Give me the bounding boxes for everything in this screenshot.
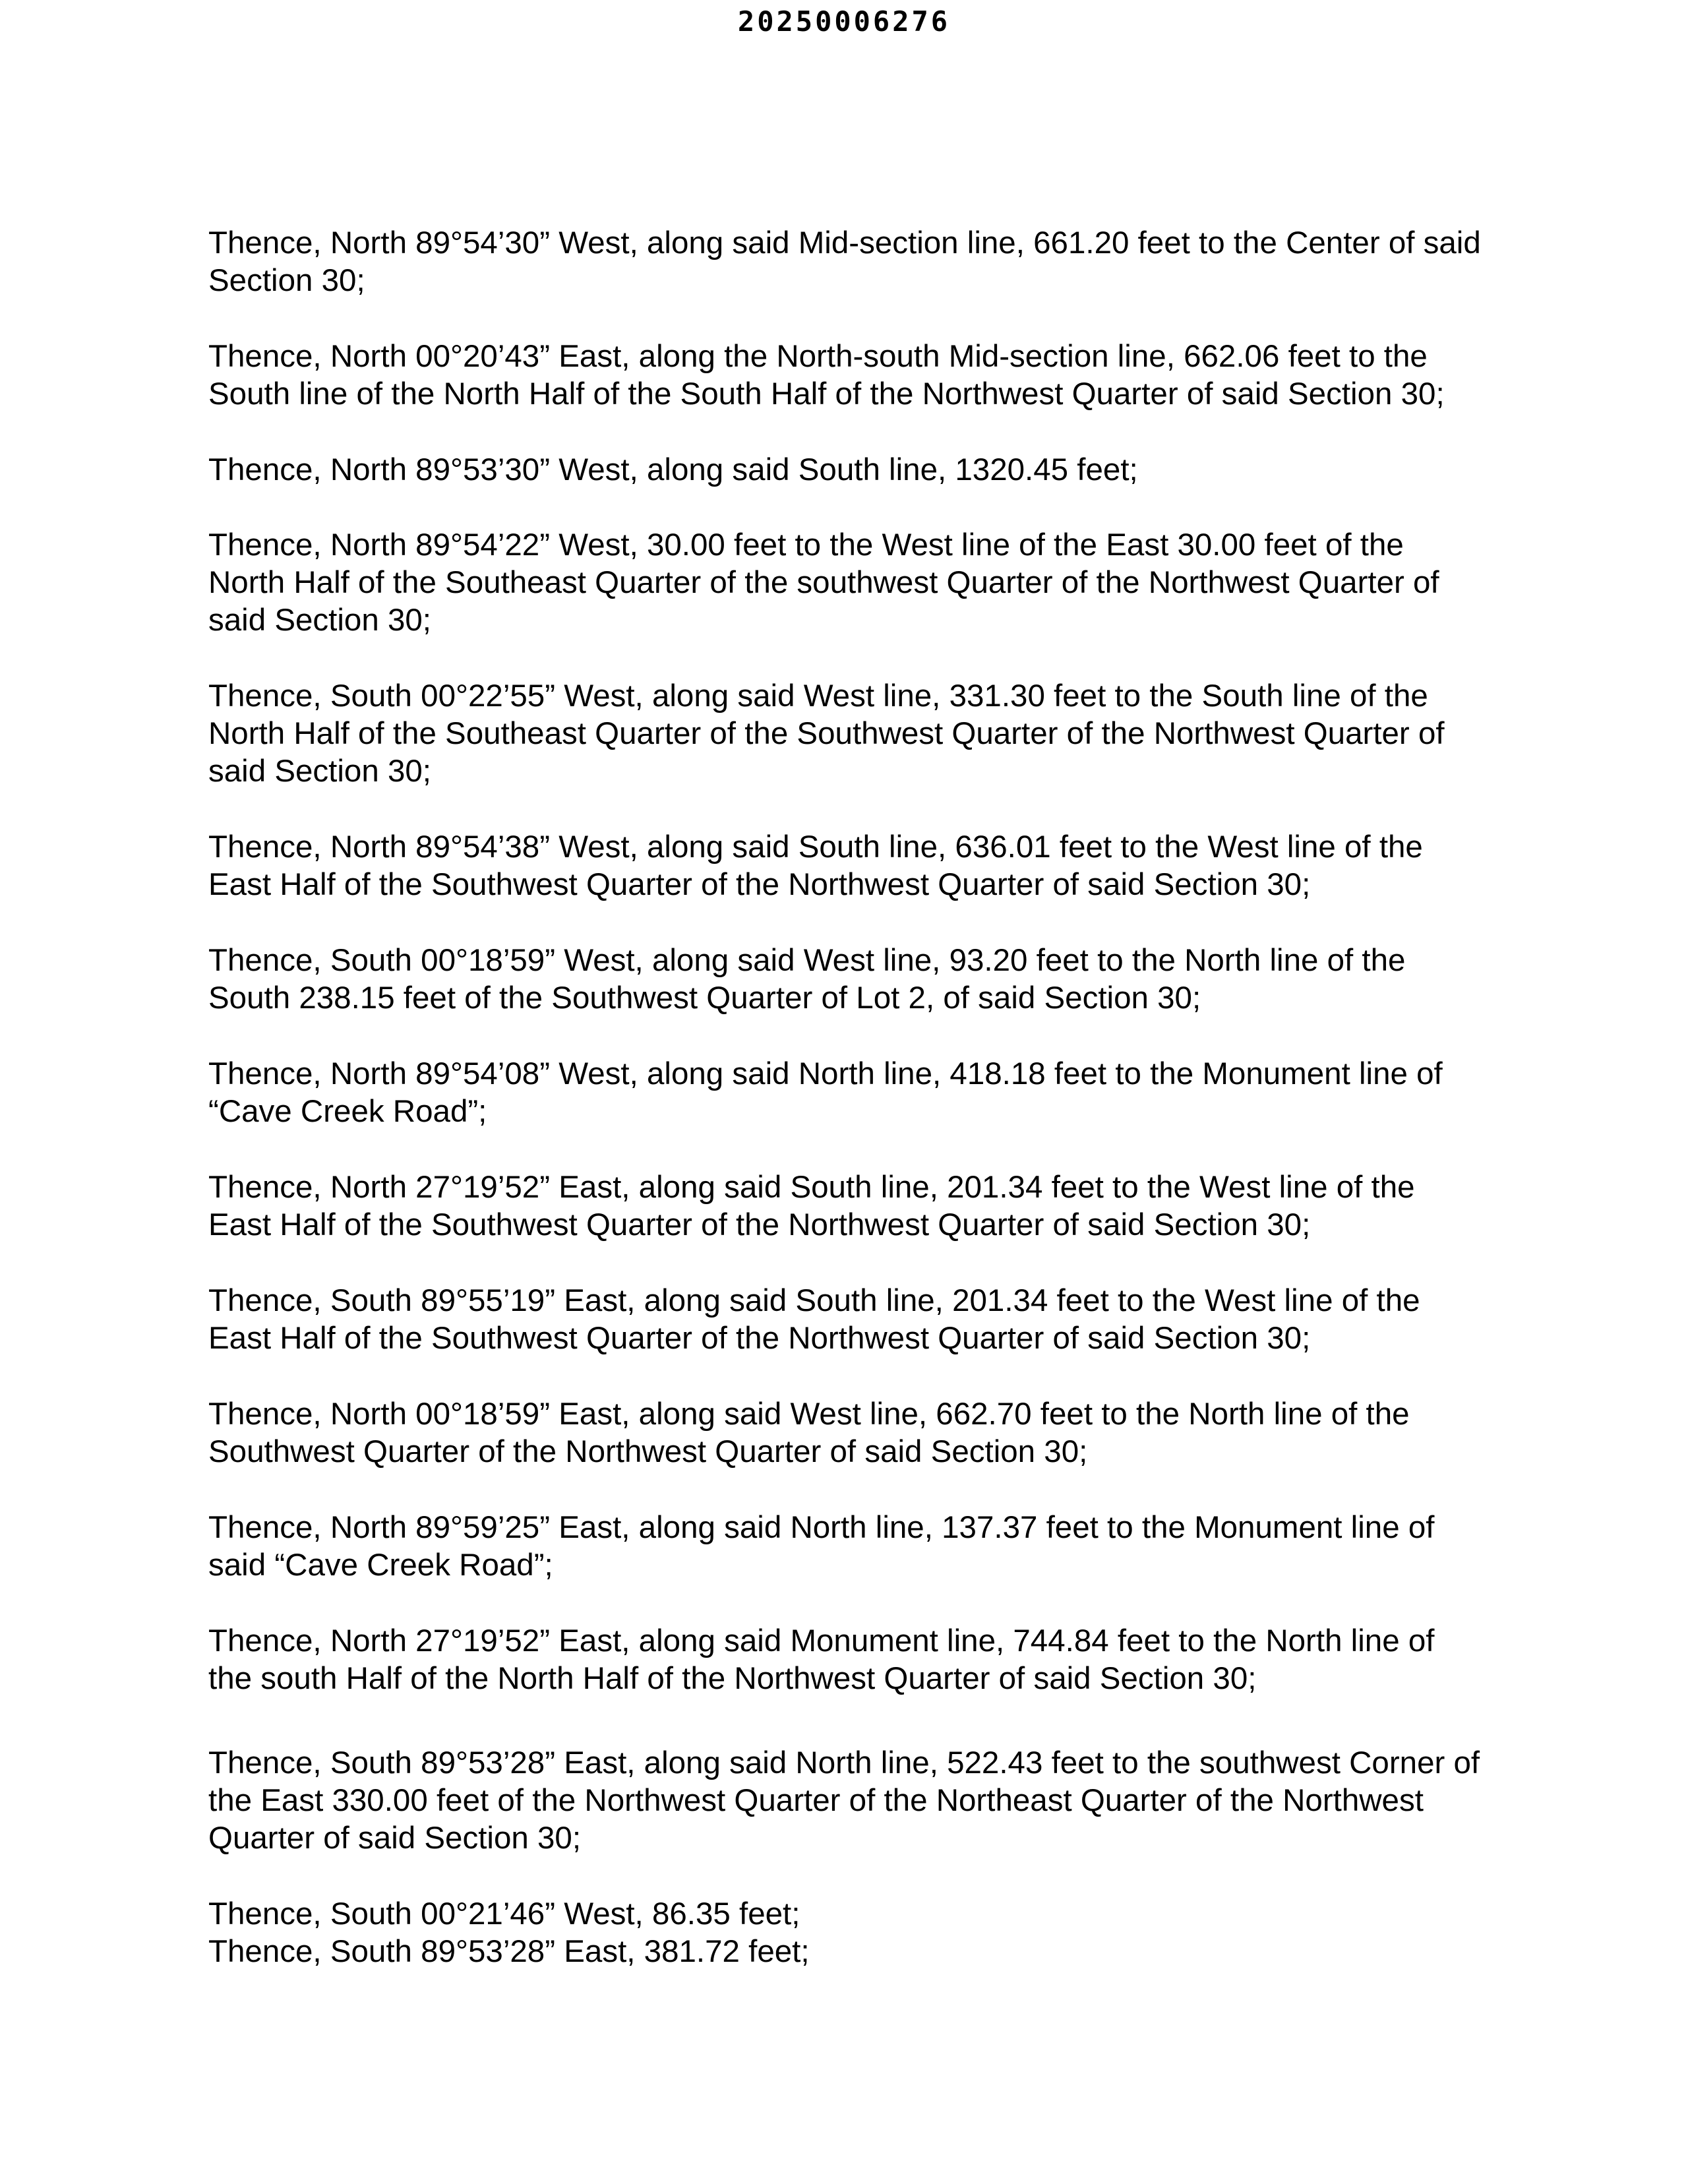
paragraph: Thence, North 89°54’08” West, along said North line, 418.18 feet to the Monument line of “Cave Creek Road”;	[208, 1056, 1443, 1129]
document-number: 20250006276	[737, 5, 951, 38]
paragraph: Thence, South 00°21’46” West, 86.35 feet;	[208, 1896, 800, 1931]
paragraph: Thence, North 89°54’30” West, along said Mid-section line, 661.20 feet to the Center of said Section 30;	[208, 226, 1481, 298]
paragraph: Thence, South 89°53’28” East, along said North line, 522.43 feet to the southwest Corner of the East 330.00 feet of the Northwest Quarter of the Northeast Quarter of the Northwest Quarter of said Section 30;	[208, 1745, 1480, 1856]
paragraph: Thence, South 89°53’28” East, 381.72 feet;	[208, 1934, 810, 1969]
paragraph: Thence, North 89°54’22” West, 30.00 feet to the West line of the East 30.00 feet of the North Half of the Southeast Quarter of the southwest Quarter of the Northwest Quarter of said Section 30;	[208, 528, 1439, 638]
paragraph: Thence, South 00°22’55” West, along said West line, 331.30 feet to the South line of the North Half of the Southeast Quarter of the Southwest Quarter of the Northwest Quarter of said Section 30;	[208, 679, 1445, 789]
paragraph: Thence, South 89°55’19” East, along said South line, 201.34 feet to the West line of the East Half of the Southwest Quarter of the Northwest Quarter of said Section 30;	[208, 1283, 1420, 1356]
paragraph: Thence, North 27°19’52” East, along said South line, 201.34 feet to the West line of the East Half of the Southwest Quarter of the Northwest Quarter of said Section 30;	[208, 1170, 1415, 1242]
paragraph: Thence, North 00°18’59” East, along said West line, 662.70 feet to the North line of the Southwest Quarter of the Northwest Quarter of said Section 30;	[208, 1397, 1410, 1469]
paragraph: Thence, South 00°18’59” West, along said West line, 93.20 feet to the North line of the South 238.15 feet of the Southwest Quarter of Lot 2, of said Section 30;	[208, 943, 1406, 1016]
paragraph: Thence, North 27°19’52” East, along said Monument line, 744.84 feet to the North line of the south Half of the North Half of the Northwest Quarter of said Section 30;	[208, 1623, 1435, 1696]
paragraph: Thence, North 89°53’30” West, along said South line, 1320.45 feet;	[208, 452, 1138, 487]
paragraph: Thence, North 00°20’43” East, along the North-south Mid-section line, 662.06 feet to the South line of the North Half of the South Half of the Northwest Quarter of said Section 30;	[208, 339, 1445, 411]
paragraph: Thence, North 89°59’25” East, along said North line, 137.37 feet to the Monument line of said “Cave Creek Road”;	[208, 1510, 1435, 1583]
paragraph: Thence, North 89°54’38” West, along said South line, 636.01 feet to the West line of the East Half of the Southwest Quarter of the Northwest Quarter of said Section 30;	[208, 830, 1423, 902]
